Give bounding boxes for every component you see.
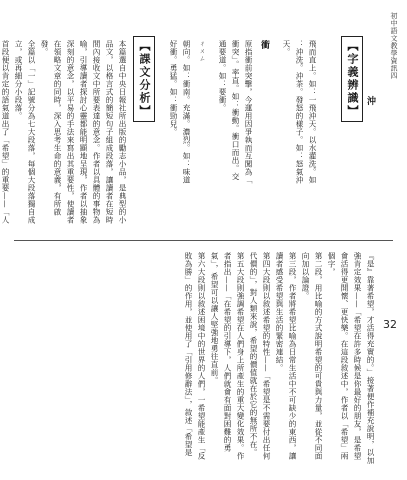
- page-divider: [14, 240, 393, 241]
- vocab-def-2-line-1: 原指衝前突擊，今運用因爭執而互闖為「: [244, 40, 253, 184]
- continuation-body: [25, 252, 377, 467]
- page-number: 32: [383, 318, 397, 331]
- vocab-def-3-line-1: 朝向。如：衝南。充滿。濃烈。如：味道: [182, 40, 191, 184]
- continuation-paragraph-5: 第五大段則強調希望在人們身上所產生的重大變化效果。作者指出——「在希望的引導下，人們就會有面對困難的勇氣」，希望可以讓人堅強地勇往直前。: [210, 252, 245, 460]
- vocab-def-3-line-2: 好衝。勇猛。如：衝勁兒。: [169, 40, 178, 136]
- analysis-paragraph-1: 本篇選自中央日報社所出版的勵志小品，是典型的小品文，以格言式的簡短句子組成段落，讓讀者在短時間內接收文中所要表達的意念。作者以具體的事物為喻，引導讀者探討心靈都能明顯地呈現，作者以抽象深刻的意念，以平易的手法來寫出其重要性，使讀者在領略文章的同時，深入思考生命的意義，有所啟發。: [40, 40, 127, 224]
- vocab-def-2-line-3: 通要道。如：要衝。: [218, 40, 227, 112]
- analysis-heading: 【課文分析】: [133, 36, 155, 122]
- analysis-paragraph-2: 全篇以「一」記號分為七大段落，每個大段落獨自成立，或再細分小段落。: [14, 40, 36, 224]
- vocab-heading: 【字義辨識】: [341, 36, 363, 122]
- vocab-definition-3: [167, 40, 193, 228]
- running-header: 初中語文教學資訊四: [390, 12, 398, 80]
- analysis-paragraph-3: 首段便以肯定的語氣道出了「希望」的重要——「人: [1, 40, 10, 224]
- vocab-def-1-line-3: 天。: [282, 40, 291, 56]
- vocab-def-1-line-2: ：沖洗。沖茶。發怒的樣子。如：怒氣沖: [295, 40, 304, 184]
- vocab-term-2: 衝: [259, 40, 269, 49]
- vocab-def-2-line-2: 衝突」。率直。如：衝動。衝口而出。交: [231, 40, 240, 181]
- vocab-term-3: ㄔㄨㄥ: [198, 40, 206, 63]
- continuation-paragraph-6: 第六大段則以敘述困境中的世界的人們，一希望能產生「反敗為勝」的作用，並使用了「引用修辭法」，敘述「希望是: [184, 252, 206, 460]
- continuation-paragraph-1: 『是』靠著希望，才活得充實的。」接著便作補充說明，以加強肯定效果——「希望在許多時候是你最好的朋友，是希望會活得更開懷、更快樂。在這段敘述中，作者以「希望」兩個字，: [327, 252, 375, 465]
- continuation-paragraph-2: 第二段，用比喻的方式說明希望的可貴與力量，並從不同面向加以論證。: [301, 252, 323, 460]
- analysis-body: [1, 40, 129, 230]
- continuation-paragraph-3: 第三段，作者將希望比喻為日常生活中不可缺少的東西，讓讀者感受希望與生活的緊密連結。: [275, 252, 297, 460]
- vocab-definition-2: [216, 40, 255, 228]
- vocab-term-1: 沖: [365, 96, 375, 105]
- continuation-paragraph-4: 第四大段則以敘述希望的特性——「希望是不需要付出任何代價的」，對人類來說，希望的價值就在於它的無所不在。: [249, 252, 271, 460]
- vocab-definition-1: [280, 40, 319, 228]
- vocab-def-1-line-1: 飛而直上。如：一飛沖天。以水灌洗。如: [308, 40, 317, 184]
